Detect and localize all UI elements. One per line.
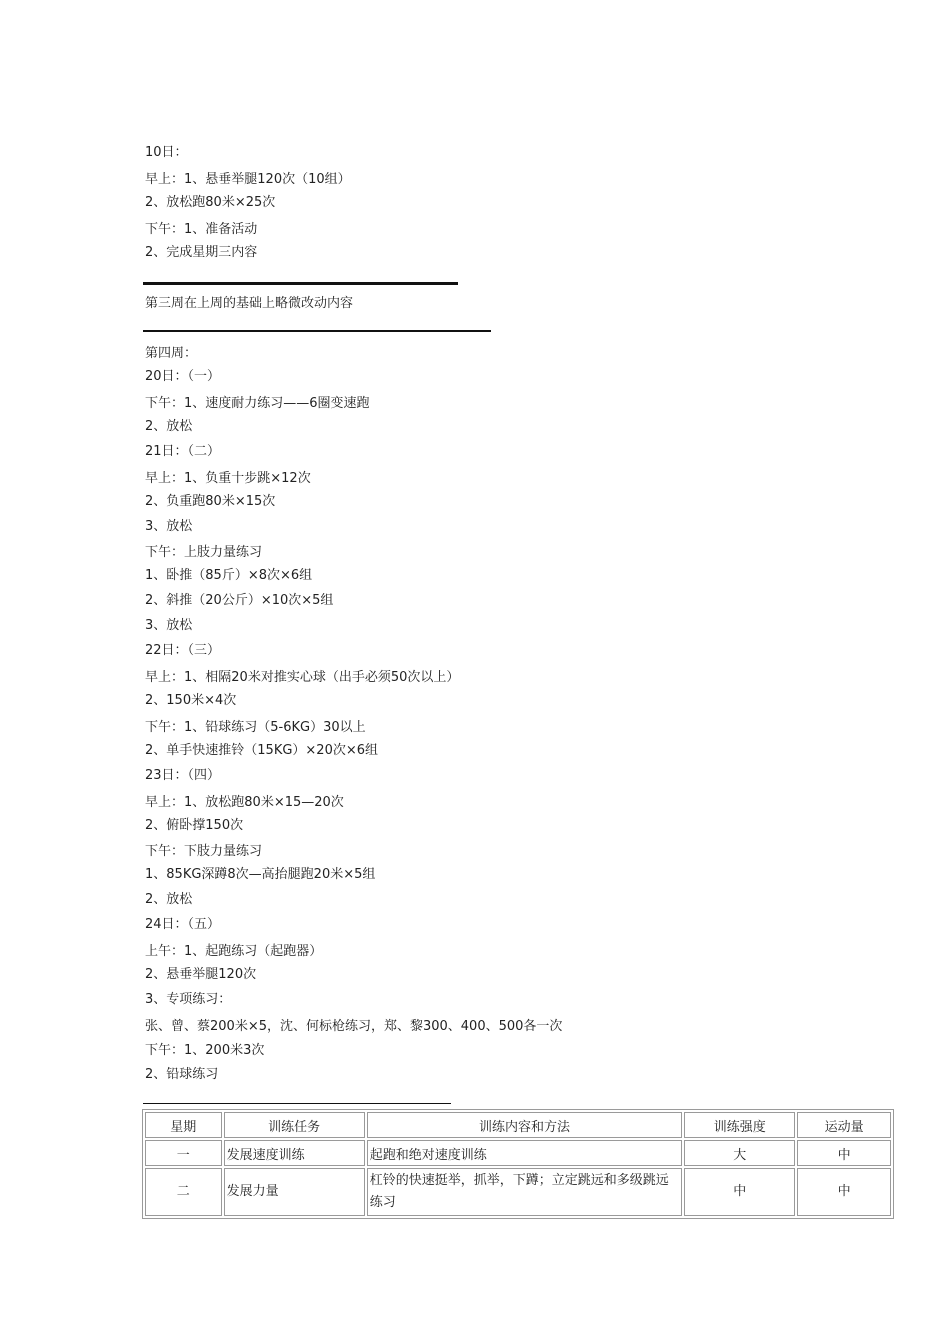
table-cell: 一 [145,1140,222,1166]
header-cell: 星期 [145,1112,222,1138]
text-line: 1、85KG深蹲8次—高抬腿跑20米×5组 [145,867,376,882]
text-line: 2、放松 [145,419,193,434]
table-row [145,1168,891,1216]
text-line: 2、150米×4次 [145,693,237,708]
text-line: 21日：（二） [145,444,221,459]
text-line: 20日：（一） [145,369,221,384]
text-line: 早上：1、相隔20米对推实心球（出手必须50次以上） [145,670,460,685]
text-line: 2、负重跑80米×15次 [145,494,276,509]
header-cell: 训练内容和方法 [367,1112,683,1138]
text-line: 早上：1、负重十步跳×12次 [145,471,311,486]
text-line: 2、完成星期三内容 [145,245,258,260]
text-line: 第三周在上周的基础上略微改动内容 [145,296,354,311]
text-line: 上午：1、起跑练习（起跑器） [145,944,323,959]
text-line: 3、专项练习： [145,992,232,1007]
table-cell: 中 [684,1168,795,1216]
text-line: 2、放松跑80米×25次 [145,195,276,210]
text-line: 下午：1、准备活动 [145,222,258,237]
table-cell: 发展速度训练 [224,1140,365,1166]
text-line: 22日：（三） [145,643,221,658]
text-line: 2、悬垂举腿120次 [145,967,257,982]
text-line: 下午：1、铅球练习（5-6KG）30以上 [145,720,366,735]
text-line: 10日： [145,145,188,160]
text-line: 早上：1、悬垂举腿120次（10组） [145,172,351,187]
text-line: 23日：（四） [145,768,221,783]
text-line: 2、铅球练习 [145,1067,219,1082]
text-line: 2、放松 [145,892,193,907]
header-cell: 训练强度 [684,1112,795,1138]
table-header-row [145,1112,891,1138]
table-cell: 杠铃的快速挺举，抓举，下蹲；立定跳远和多级跳远练习 [367,1168,683,1216]
text-line: 下午：下肢力量练习 [145,844,263,859]
text-line: 1、卧推（85斤）×8次×6组 [145,568,313,583]
text-line: 2、俯卧撑150次 [145,818,244,833]
text-line: 24日：（五） [145,917,221,932]
training-table [142,1109,894,1219]
horizontal-rule [143,330,491,332]
text-line: 张、曾、蔡200米×5，沈、何标枪练习，郑、黎300、400、500各一次 [145,1019,563,1034]
table-cell: 中 [797,1140,891,1166]
table-cell: 发展力量 [224,1168,365,1216]
text-line: 早上：1、放松跑80米×15—20次 [145,795,344,810]
horizontal-rule [143,1103,451,1104]
header-cell: 训练任务 [224,1112,365,1138]
header-cell: 运动量 [797,1112,891,1138]
training-table-grid [142,1109,894,1219]
table-row [145,1140,891,1166]
text-line: 下午：上肢力量练习 [145,545,263,560]
horizontal-rule [143,282,458,285]
text-line: 3、放松 [145,519,193,534]
text-line: 下午：1、速度耐力练习——6圈变速跑 [145,396,370,411]
text-line: 3、放松 [145,618,193,633]
text-line: 下午：1、200米3次 [145,1043,265,1058]
table-cell: 中 [797,1168,891,1216]
table-cell: 二 [145,1168,222,1216]
table-cell: 大 [684,1140,795,1166]
table-cell: 起跑和绝对速度训练 [367,1140,683,1166]
text-line: 2、单手快速推铃（15KG）×20次×6组 [145,743,379,758]
text-line: 2、斜推（20公斤）×10次×5组 [145,593,334,608]
text-line: 第四周： [145,346,198,361]
